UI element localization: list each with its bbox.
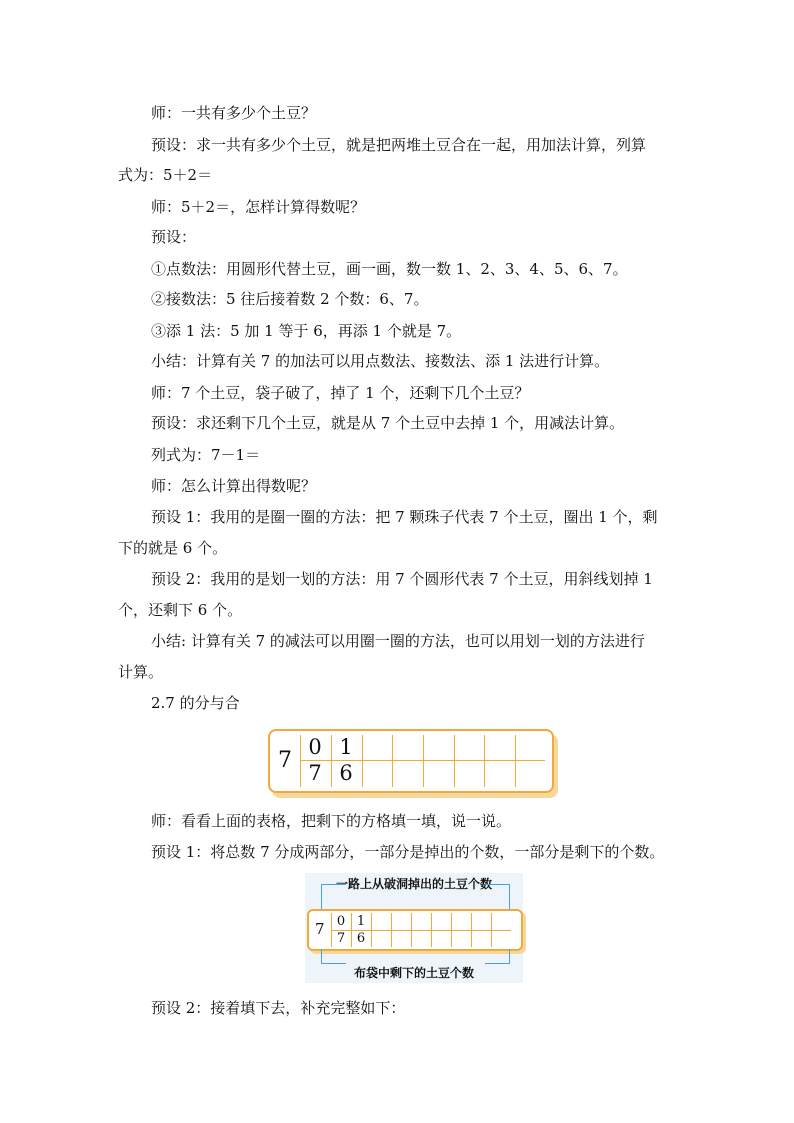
figure-caption-top: 一路上从破洞掉出的土豆个数 (335, 877, 492, 891)
bracket-top-left (321, 884, 346, 910)
table-total: 7 (278, 748, 292, 773)
text-line: 预设 1：我用的是圈一圈的方法：把 7 颗珠子代表 7 个土豆，圈出 1 个，剩 (151, 508, 658, 526)
text-line: 预设 2：接着填下去，补充完整如下： (151, 999, 406, 1017)
figure-cell: 7 (336, 931, 346, 946)
bracket-bottom-left (321, 949, 346, 964)
text-line: 预设：求还剩下几个土豆，就是从 7 个土豆中去掉 1 个，用减法计算。 (151, 414, 625, 432)
text-line: 式为：5＋2＝ (118, 166, 213, 184)
figure-cell: 1 (356, 914, 366, 929)
text-line: 小结：计算有关 7 的加法可以用点数法、接数法、添 1 法进行计算。 (151, 352, 610, 370)
text-line: ②接数法：5 往后接着数 2 个数：6、7。 (151, 290, 429, 308)
figure-total: 7 (315, 920, 325, 938)
figure-table-frame (307, 909, 523, 951)
text-line: 师：一共有多少个土豆？ (151, 104, 317, 122)
table-cell: 6 (339, 761, 353, 785)
table-grid (300, 735, 545, 787)
text-line: 预设： (151, 228, 197, 246)
figure-cell: 0 (336, 914, 346, 929)
table-cell: 0 (308, 735, 322, 759)
table-cell: 7 (308, 761, 322, 785)
text-line: 小结: 计算有关 7 的减法可以用圈一圈的方法，也可以用划一划的方法进行 (151, 632, 645, 650)
text-line: ③添 1 法：5 加 1 等于 6，再添 1 个就是 7。 (151, 322, 462, 340)
bracket-bottom-right (485, 949, 510, 964)
table-frame (268, 729, 554, 793)
text-line: 师：5＋2＝，怎样计算得数呢？ (151, 198, 366, 216)
bracket-top-right (485, 884, 510, 910)
decomposition-figure (305, 873, 523, 983)
text-line: 预设：求一共有多少个土豆，就是把两堆土豆合在一起，用加法计算，列算 (151, 136, 647, 154)
text-line: 师：怎么计算出得数呢？ (151, 477, 317, 495)
text-line: 计算。 (118, 663, 164, 681)
text-line: 个，还剩下 6 个。 (118, 601, 243, 619)
text-line: 预设 2：我用的是划一划的方法：用 7 个圆形代表 7 个土豆，用斜线划掉 1 (151, 570, 653, 588)
text-line: 下的就是 6 个。 (118, 539, 228, 557)
figure-caption-bottom: 布袋中剩下的土豆个数 (353, 966, 474, 980)
text-line: 预设 1：将总数 7 分成两部分，一部分是掉出的个数，一部分是剩下的个数。 (151, 843, 665, 861)
decomposition-table (268, 729, 556, 797)
section-heading: 2.7 的分与合 (151, 694, 240, 712)
figure-grid (331, 913, 511, 947)
table-cell: 1 (339, 735, 353, 759)
text-line: 师：7 个土豆，袋子破了，掉了 1 个，还剩下几个土豆？ (151, 384, 530, 402)
text-line: ①点数法：用圆形代替土豆，画一画，数一数 1、2、3、4、5、6、7。 (151, 260, 628, 278)
text-line: 师：看看上面的表格，把剩下的方格填一填，说一说。 (151, 812, 512, 830)
figure-cell: 6 (356, 931, 366, 946)
text-line: 列式为：7－1＝ (151, 446, 261, 464)
